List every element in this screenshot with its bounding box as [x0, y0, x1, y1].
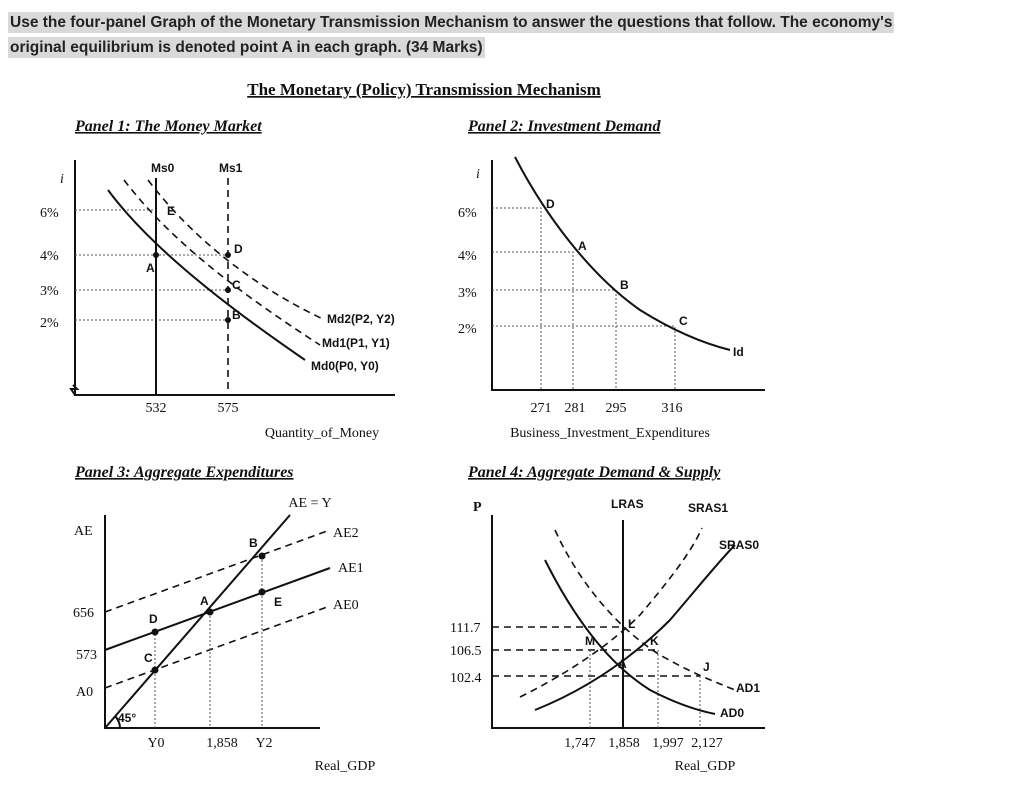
p4-ad0-label: AD0 [720, 706, 745, 720]
panel-1-money-market [40, 118, 395, 441]
p3-point-b-label: B [249, 536, 258, 550]
p3-ae1-label: AE1 [338, 561, 364, 576]
p2-xtick-295: 295 [605, 401, 627, 416]
p3-point-a-label: A [200, 594, 209, 608]
p1-md2-label: Md2(P2, Y2) [327, 312, 395, 326]
question-line-2: original equilibrium is denoted point A in each graph. (34 Marks) [10, 39, 483, 56]
p3-ae2-label: AE2 [333, 526, 359, 541]
p3-point-c-label: C [144, 651, 153, 665]
p4-ytick-106-5: 106.5 [450, 644, 482, 659]
p3-ytick-573: 573 [76, 648, 97, 663]
p4-xtick-1997: 1,997 [652, 736, 684, 751]
panel-4-aggregate-demand-supply [450, 464, 765, 774]
p1-point-a-label: A [146, 261, 155, 275]
p2-guide-c [492, 326, 675, 390]
p2-xtick-281: 281 [564, 401, 586, 416]
panel-1-y-label: i [60, 172, 64, 187]
p3-point-e-label: E [274, 595, 283, 609]
p4-xtick-1747: 1,747 [564, 736, 596, 751]
p4-sras1-curve [520, 528, 702, 697]
p4-x-label: Real_GDP [674, 759, 736, 774]
panel-4-y-label: P [473, 500, 482, 515]
p2-id-label: Id [733, 345, 744, 359]
p1-point-a [153, 252, 159, 258]
p1-point-d [225, 252, 231, 258]
p1-point-d-label: D [234, 242, 243, 256]
p2-point-d-label: D [546, 197, 555, 211]
p3-point-e [259, 589, 266, 596]
p3-xtick-y2: Y2 [255, 736, 273, 751]
p1-point-b-label: B [232, 308, 241, 322]
p2-x-label: Business_Investment_Expenditures [510, 426, 710, 441]
p1-ytick-2: 2% [40, 316, 59, 331]
p1-x-label: Quantity_of_Money [264, 426, 380, 441]
p2-ytick-2: 2% [458, 322, 477, 337]
p1-point-e-label: E [167, 204, 176, 218]
p4-ytick-111-7: 111.7 [450, 621, 481, 636]
p3-point-a [207, 609, 214, 616]
panel-3-y-label: AE [74, 524, 93, 539]
p4-xtick-1858: 1,858 [608, 736, 640, 751]
main-title: The Monetary (Policy) Transmission Mechanism [247, 80, 601, 99]
p3-xtick-y0: Y0 [147, 736, 165, 751]
p4-point-k-label: K [650, 634, 659, 648]
panel-3-aggregate-expenditures [73, 464, 376, 774]
p1-md1-label: Md1(P1, Y1) [322, 336, 390, 350]
p2-point-a-label: A [578, 239, 587, 253]
panel-2-title: Panel 2: Investment Demand [468, 118, 661, 135]
p4-point-m-label: M [585, 634, 595, 648]
panel-2-axes [492, 160, 765, 390]
p1-ytick-3: 3% [40, 284, 59, 299]
p3-ae0-label: AE0 [333, 598, 359, 613]
p1-point-c-label: C [232, 278, 241, 292]
p4-ad1-label: AD1 [736, 681, 761, 695]
p2-xtick-316: 316 [661, 401, 683, 416]
p4-sras0-label: SRAS0 [719, 538, 760, 552]
p1-ytick-4: 4% [40, 249, 59, 264]
panel-4-title: Panel 4: Aggregate Demand & Supply [468, 464, 721, 481]
p4-point-j-label: J [703, 660, 710, 674]
p3-point-d [152, 629, 159, 636]
p3-ae-y-label: AE = Y [288, 496, 332, 511]
p4-point-a-label: A [618, 657, 627, 671]
p3-ytick-a0: A0 [76, 685, 94, 700]
p2-guide-a [492, 252, 573, 390]
p1-ytick-6: 6% [40, 206, 59, 221]
p1-ms0-label: Ms0 [151, 161, 175, 175]
panel-1-title: Panel 1: The Money Market [75, 118, 262, 135]
p3-x-label: Real_GDP [314, 759, 376, 774]
p2-guide-b [492, 290, 616, 390]
p3-xtick-1858: 1,858 [206, 736, 238, 751]
p1-xtick-575: 575 [217, 401, 239, 416]
panel-2-investment-demand [458, 118, 765, 441]
p1-md0-label: Md0(P0, Y0) [311, 359, 379, 373]
p1-point-b [225, 317, 231, 323]
question-line-1: Use the four-panel Graph of the Monetary Transmission Mechanism to answer the questions that follow. The economy's [10, 14, 893, 31]
p4-point-l-label: L [628, 617, 636, 631]
p3-point-b [259, 553, 266, 560]
p3-ae0-line [105, 606, 330, 688]
p3-point-c [152, 667, 159, 674]
p4-ad0-curve [545, 560, 715, 714]
p4-ytick-102-4: 102.4 [450, 671, 482, 686]
panel-2-y-label: i [476, 167, 480, 182]
p2-ytick-3: 3% [458, 286, 477, 301]
p3-ytick-656: 656 [73, 606, 94, 621]
p3-angle-label: 45° [118, 711, 137, 725]
p3-point-d-label: D [149, 612, 158, 626]
p2-xtick-271: 271 [530, 401, 552, 416]
p4-sras1-label: SRAS1 [688, 501, 729, 515]
p2-guide-d [492, 208, 541, 390]
p1-ms1-label: Ms1 [219, 161, 243, 175]
panel-3-title: Panel 3: Aggregate Expenditures [75, 464, 294, 481]
panel-1-axis-break [71, 385, 77, 395]
p1-point-c [225, 287, 231, 293]
p4-lras-label: LRAS [611, 497, 644, 511]
p4-xtick-2127: 2,127 [691, 736, 723, 751]
p2-id-curve [515, 157, 730, 350]
p1-xtick-532: 532 [145, 401, 167, 416]
p2-point-c-label: C [679, 314, 688, 328]
p2-point-b-label: B [620, 278, 629, 292]
p2-ytick-4: 4% [458, 249, 477, 264]
p2-ytick-6: 6% [458, 206, 477, 221]
p3-ae1-line [105, 568, 330, 650]
p1-md0-curve [108, 190, 305, 360]
